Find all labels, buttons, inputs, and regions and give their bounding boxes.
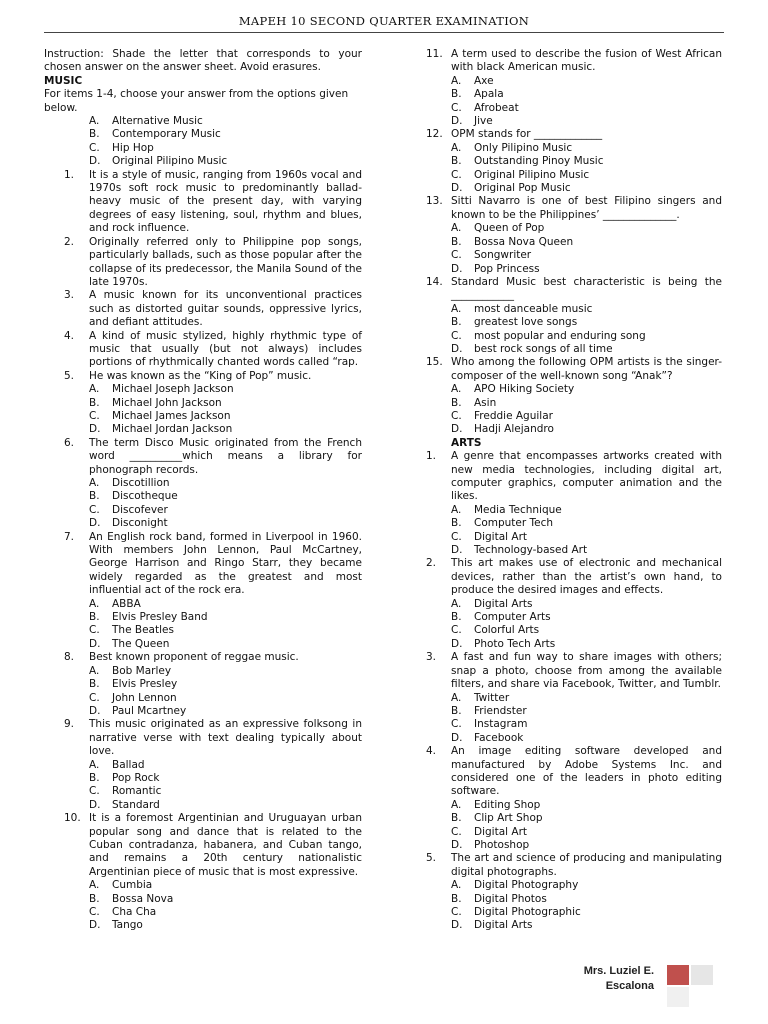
option-text: Michael James Jackson [112, 409, 231, 422]
option-text: ABBA [112, 597, 141, 610]
option-letter: B. [89, 678, 100, 691]
option-text: APO Hiking Society [474, 383, 575, 396]
answer-option [451, 155, 722, 168]
option-text: Computer Tech [474, 517, 554, 530]
option-letter: D. [451, 731, 463, 744]
question-number: 9. [64, 718, 75, 731]
option-letter: D. [451, 342, 463, 355]
question-text: Standard Music best characteristic is being the ____________ [451, 275, 722, 302]
option-letter: A. [451, 141, 462, 154]
option-letter: C. [89, 141, 100, 154]
answer-option [89, 490, 362, 503]
answer-option [451, 88, 722, 101]
answer-option [451, 692, 722, 705]
option-letter: C. [451, 906, 462, 918]
question-text: Best known proponent of reggae music. [89, 651, 299, 664]
answer-option [89, 692, 362, 705]
music-question-list [44, 169, 362, 933]
option-text: Digital Art [474, 530, 528, 543]
option-text: Elvis Presley [112, 678, 178, 691]
option-letter: B. [451, 812, 462, 825]
question-item [426, 557, 722, 597]
answer-option [451, 544, 722, 557]
option-text: Editing Shop [474, 798, 541, 811]
option-text: Only Pilipino Music [474, 141, 573, 154]
answer-option [89, 705, 362, 718]
option-letter: B. [89, 128, 100, 141]
arts-question-list [426, 450, 722, 933]
question-item [44, 289, 362, 329]
answer-option [89, 772, 362, 785]
question-text: The term Disco Music originated from the French word __________which means a library for phonograph records. [89, 436, 362, 476]
question-text: Sitti Navarro is one of best Filipino singers and known to be the Philippines’ ______________. [451, 195, 722, 221]
instruction-text: Instruction: Shade the letter that corresponds to your chosen answer on the answer sheet. Avoid erasures. [44, 48, 362, 74]
answer-option [451, 102, 722, 115]
question-item [44, 437, 362, 477]
option-text: Friendster [474, 704, 527, 717]
question-item [44, 370, 362, 383]
answer-option [451, 343, 722, 356]
option-text: Original Pilipino Music [474, 168, 590, 181]
question-number: 7. [64, 530, 75, 543]
option-letter: D. [89, 919, 101, 932]
option-letter: D. [451, 182, 463, 195]
option-letter: B. [451, 704, 462, 717]
option-text: Digital Photographic [474, 906, 581, 918]
option-text: Romantic [112, 785, 162, 798]
question-item [44, 330, 362, 370]
question-text: The art and science of producing and manipulating digital photographs. [451, 852, 722, 878]
answer-option [451, 423, 722, 436]
answer-option [451, 316, 722, 329]
option-text: Bob Marley [112, 664, 172, 677]
option-text: Pop Rock [112, 771, 160, 784]
answer-option [89, 397, 362, 410]
option-text: Apala [474, 88, 504, 101]
option-letter: C. [451, 718, 462, 731]
answer-option [89, 678, 362, 691]
option-letter: C. [451, 329, 462, 342]
question-number: 1. [64, 168, 75, 181]
answer-option [451, 249, 722, 262]
option-letter: D. [89, 517, 101, 530]
option-text: Elvis Presley Band [112, 611, 208, 624]
option-text: Paul Mcartney [112, 704, 187, 717]
question-number: 10. [64, 812, 81, 825]
option-text: Standard [112, 798, 160, 811]
music-intro: For items 1-4, choose your answer from the options given below. [44, 88, 349, 114]
question-item [426, 450, 722, 504]
option-letter: D. [89, 423, 101, 436]
option-text: Ballad [112, 758, 145, 771]
answer-option [89, 785, 362, 798]
question-text: He was known as the “King of Pop” music. [89, 369, 312, 382]
option-text: Cha Cha [112, 906, 157, 918]
option-text: Facebook [474, 731, 524, 744]
corner-logo-light-square [667, 987, 689, 1007]
answer-option [451, 115, 722, 128]
question-text: It is a style of music, ranging from 1960s vocal and 1970s soft rock music to predominantly ballad-heavy music of the present day, with varying degrees of easy listening, soul, rhythm and blues, and rock influence. [89, 168, 362, 235]
question-item [44, 169, 362, 236]
option-letter: A. [451, 691, 462, 704]
answer-option [451, 236, 722, 249]
option-letter: D. [451, 423, 463, 436]
option-text: Afrobeat [474, 101, 519, 114]
question-number: 12. [426, 128, 443, 141]
option-letter: A. [89, 115, 100, 128]
arts-heading: ARTS [451, 436, 482, 449]
option-letter: B. [451, 517, 462, 530]
option-letter: A. [451, 503, 462, 516]
question-item [426, 276, 722, 303]
answer-option [89, 906, 362, 919]
option-letter: C. [451, 409, 462, 422]
option-text: Digital Art [474, 825, 528, 838]
option-letter: C. [89, 691, 100, 704]
question-number: 3. [426, 651, 437, 664]
option-letter: A. [451, 597, 462, 610]
answer-option [451, 169, 722, 182]
option-text: Digital Photos [474, 892, 547, 905]
option-letter: D. [89, 155, 101, 168]
question-item [426, 745, 722, 799]
question-item [44, 812, 362, 879]
option-text: Pop Princess [474, 262, 540, 275]
question-number: 5. [64, 369, 75, 382]
answer-option [451, 839, 722, 852]
option-text: Instagram [474, 718, 528, 731]
option-text: Colorful Arts [474, 624, 540, 637]
author-line-2: Escalona [605, 980, 654, 992]
question-text: Who among the following OPM artists is the singer-composer of the well-known song “Anak”? [451, 356, 722, 382]
answer-option [451, 75, 722, 88]
option-letter: B. [451, 611, 462, 624]
left-column [44, 48, 362, 933]
question-number: 5. [426, 852, 437, 865]
question-text: OPM stands for _____________ [451, 128, 603, 141]
option-letter: B. [89, 892, 100, 905]
question-number: 4. [426, 745, 437, 758]
option-text: Discotillion [112, 477, 170, 489]
option-letter: A. [451, 383, 462, 396]
option-letter: D. [451, 637, 463, 650]
option-text: Songwriter [474, 249, 532, 262]
option-letter: A. [89, 758, 100, 771]
answer-option [451, 705, 722, 718]
option-text: Clip Art Shop [474, 812, 543, 825]
option-letter: C. [89, 503, 100, 516]
option-text: Michael Joseph Jackson [112, 383, 234, 396]
option-text: Freddie Aguilar [474, 409, 553, 422]
option-text: Tango [112, 919, 143, 932]
answer-option [451, 826, 722, 839]
answer-option [451, 879, 722, 892]
option-letter: D. [451, 262, 463, 275]
option-text: Media Technique [474, 503, 562, 516]
question-item [44, 651, 362, 664]
option-text: Bossa Nova Queen [474, 235, 574, 248]
music-choice-list [89, 115, 362, 169]
option-text: most danceable music [474, 302, 593, 315]
option-text: The Queen [112, 637, 170, 650]
shared-choice [89, 115, 362, 128]
option-text: Jive [474, 115, 493, 128]
option-letter: D. [451, 919, 463, 932]
question-text: A kind of music stylized, highly rhythmic type of music that usually (but not always) includes portions of rhythmically chanted words called “rap. [89, 329, 362, 369]
shared-choice [89, 155, 362, 168]
option-text: Hip Hop [112, 141, 154, 154]
answer-option [451, 812, 722, 825]
answer-option [451, 517, 722, 530]
option-text: Queen of Pop [474, 222, 545, 235]
option-text: Axe [474, 74, 494, 87]
option-text: Original Pilipino Music [112, 155, 228, 168]
question-item [426, 356, 722, 383]
option-letter: A. [89, 477, 100, 489]
option-text: Disconight [112, 517, 168, 530]
answer-option [451, 531, 722, 544]
answer-option [89, 611, 362, 624]
answer-option [89, 759, 362, 772]
corner-logo-gray-square [691, 965, 713, 985]
answer-option [89, 799, 362, 812]
answer-option [89, 638, 362, 651]
option-text: Bossa Nova [112, 892, 174, 905]
answer-option [89, 665, 362, 678]
option-letter: C. [451, 624, 462, 637]
question-item [426, 852, 722, 879]
option-letter: B. [451, 88, 462, 101]
answer-option [451, 598, 722, 611]
option-letter: D. [451, 115, 463, 128]
option-letter: C. [89, 785, 100, 798]
answer-option [89, 504, 362, 517]
answer-option [451, 638, 722, 651]
answer-option [89, 879, 362, 892]
option-text: most popular and enduring song [474, 329, 646, 342]
answer-option [451, 397, 722, 410]
option-letter: D. [451, 838, 463, 851]
answer-option [451, 906, 722, 919]
answer-option [89, 517, 362, 530]
answer-option [89, 893, 362, 906]
option-letter: A. [451, 302, 462, 315]
option-text: Alternative Music [112, 115, 203, 128]
answer-option [451, 919, 722, 932]
shared-choice [89, 142, 362, 155]
question-number: 2. [426, 557, 437, 570]
question-text: An image editing software developed and manufactured by Adobe Systems Inc. and considered one of the leaders in photo editing software. [451, 745, 722, 798]
option-text: Computer Arts [474, 611, 551, 624]
answer-option [89, 383, 362, 396]
answer-option [89, 477, 362, 490]
answer-option [451, 624, 722, 637]
answer-option [451, 303, 722, 316]
question-text: It is a foremost Argentinian and Uruguayan urban popular song and dance that is related to the Cuban contradanza, habanera, and Cuban tango, and remains a 20th century nationalistic Argentinian piece of music that is most expressive. [89, 812, 362, 878]
option-text: The Beatles [112, 624, 174, 637]
option-letter: A. [89, 597, 100, 610]
question-text: A music known for its unconventional practices such as distorted guitar sounds, oppressive lyrics, and defiant attitudes. [89, 289, 362, 329]
corner-logo-red-square [667, 965, 689, 985]
option-text: John Lennon [112, 691, 177, 704]
music-heading: MUSIC [44, 74, 83, 87]
question-text: This art makes use of electronic and mechanical devices, rather than the artist’s own hand, to produce the desired images and effects. [451, 557, 722, 597]
question-item [426, 48, 722, 75]
question-text: A term used to describe the fusion of West African with black American music. [451, 48, 722, 74]
option-letter: A. [451, 222, 462, 235]
answer-option [451, 504, 722, 517]
option-letter: D. [451, 544, 463, 557]
answer-option [451, 142, 722, 155]
author-line-1: Mrs. Luziel E. [583, 965, 654, 977]
option-letter: B. [89, 396, 100, 409]
option-letter: C. [451, 168, 462, 181]
option-text: Discofever [112, 503, 168, 516]
answer-option [451, 611, 722, 624]
option-text: Original Pop Music [474, 182, 571, 195]
answer-option [89, 423, 362, 436]
answer-option [451, 182, 722, 195]
option-letter: B. [89, 771, 100, 784]
answer-option [451, 222, 722, 235]
right-column [426, 48, 722, 933]
header-divider [44, 32, 724, 33]
answer-option [89, 410, 362, 423]
option-letter: C. [451, 101, 462, 114]
option-letter: A. [451, 74, 462, 87]
option-text: Twitter [474, 691, 510, 704]
option-text: Michael John Jackson [112, 396, 222, 409]
option-text: best rock songs of all time [474, 342, 613, 355]
answer-option [451, 383, 722, 396]
question-number: 2. [64, 235, 75, 248]
question-item [426, 128, 722, 141]
question-number: 14. [426, 275, 443, 288]
question-text: Originally referred only to Philippine pop songs, particularly ballads, such as those popular after the collapse of its predecessor, the Manila Sound of the late 1970s. [89, 235, 362, 288]
option-letter: C. [89, 906, 100, 918]
answer-option [451, 732, 722, 745]
option-text: Discotheque [112, 490, 178, 503]
option-letter: B. [89, 490, 100, 503]
answer-option [89, 919, 362, 932]
option-letter: B. [451, 396, 462, 409]
music-question-list-continued [426, 48, 722, 437]
option-text: Technology-based Art [474, 544, 588, 557]
option-letter: B. [451, 892, 462, 905]
answer-option [451, 718, 722, 731]
question-number: 15. [426, 356, 443, 369]
option-text: Outstanding Pinoy Music [474, 155, 604, 168]
option-text: Cumbia [112, 879, 153, 892]
option-text: Photo Tech Arts [474, 637, 556, 650]
answer-option [451, 893, 722, 906]
option-text: Digital Arts [474, 919, 533, 932]
option-letter: B. [451, 155, 462, 168]
answer-option [451, 263, 722, 276]
question-text: This music originated as an expressive folksong in narrative verse with text dealing typically about love. [89, 718, 362, 758]
option-letter: C. [89, 624, 100, 637]
option-letter: B. [89, 611, 100, 624]
option-text: Asin [474, 396, 497, 409]
answer-option [451, 330, 722, 343]
question-number: 4. [64, 329, 75, 342]
question-item [44, 236, 362, 290]
option-letter: A. [89, 383, 100, 396]
question-number: 8. [64, 651, 75, 664]
option-letter: D. [89, 704, 101, 717]
option-text: greatest love songs [474, 316, 578, 329]
option-text: Hadji Alejandro [474, 423, 554, 436]
question-number: 6. [64, 436, 75, 449]
option-letter: A. [89, 664, 100, 677]
question-item [44, 531, 362, 598]
question-number: 1. [426, 450, 437, 463]
answer-option [89, 598, 362, 611]
answer-option [89, 624, 362, 637]
option-letter: C. [451, 825, 462, 838]
question-number: 3. [64, 289, 75, 302]
option-text: Michael Jordan Jackson [112, 423, 233, 436]
option-text: Contemporary Music [112, 128, 221, 141]
option-letter: B. [451, 316, 462, 329]
option-letter: D. [89, 637, 101, 650]
option-text: Digital Arts [474, 597, 533, 610]
option-letter: C. [451, 530, 462, 543]
option-letter: C. [451, 249, 462, 262]
question-item [44, 718, 362, 758]
answer-option [451, 410, 722, 423]
question-number: 13. [426, 195, 443, 208]
option-letter: B. [451, 235, 462, 248]
question-text: A genre that encompasses artworks created with new media technologies, including digital art, computer graphics, computer animation and the likes. [451, 450, 722, 503]
question-number: 11. [426, 48, 443, 60]
question-item [426, 195, 722, 222]
option-text: Digital Photography [474, 879, 579, 892]
option-letter: A. [451, 798, 462, 811]
option-letter: D. [89, 798, 101, 811]
answer-option [451, 799, 722, 812]
shared-choice [89, 128, 362, 141]
option-letter: A. [451, 879, 462, 892]
exam-title: MAPEH 10 SECOND QUARTER EXAMINATION [238, 14, 530, 28]
option-letter: A. [89, 879, 100, 892]
question-text: An English rock band, formed in Liverpool in 1960. With members John Lennon, Paul McCartney, George Harrison and Ringo Starr, they became widely regarded as the greatest and most influential act of the rock era. [89, 530, 362, 597]
option-letter: C. [89, 409, 100, 422]
question-item [426, 651, 722, 691]
question-text: A fast and fun way to share images with others; snap a photo, choose from among the available filters, and share via Facebook, Twitter, and Tumblr. [451, 651, 722, 691]
author-name [560, 964, 654, 994]
option-text: Photoshop [474, 838, 530, 851]
